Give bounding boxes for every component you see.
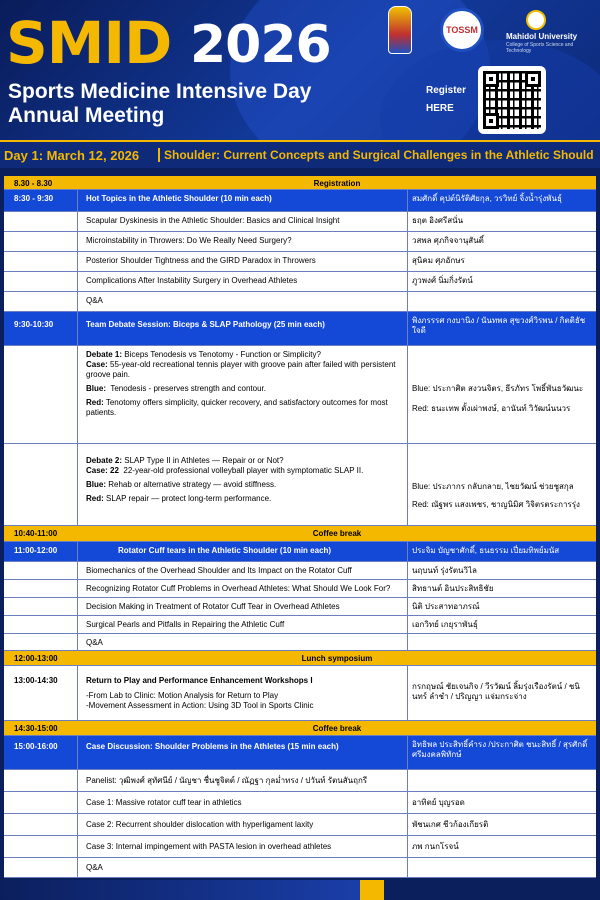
time-cell-empty <box>4 836 78 857</box>
talk-speaker: สุนิคม ศุภอักษร <box>412 256 465 265</box>
qa-row <box>4 858 596 878</box>
footer-decoration <box>0 880 600 900</box>
time-cell-empty <box>4 770 78 791</box>
debate-blue <box>86 480 401 490</box>
panelist-text: Panelist: วุฒิพงศ์ สุทัศนีย์ / นัญชา ชื่นชูจิตต์ / ณัฏฐา กุลม่ำทรง / ปวันท์ รัตนสันฤกรี <box>78 770 408 791</box>
qr-corner-icon <box>483 71 499 87</box>
time-cell-empty <box>4 212 78 231</box>
register-line-2: HERE <box>426 103 454 114</box>
register-line-1: Register <box>426 85 467 96</box>
speaker-cell-empty <box>408 292 596 311</box>
register-label <box>426 82 466 118</box>
debate-red <box>86 398 401 418</box>
workshop-item: -Movement Assessment in Action: Using 3D Tool in Sports Clinic <box>86 701 314 710</box>
debate-red <box>86 494 401 504</box>
day-theme: Shoulder: Current Concepts and Surgical Challenges in the Athletic Should <box>158 148 594 162</box>
workshop-row <box>4 666 596 721</box>
time-cell: 13:00-14:30 <box>4 666 78 720</box>
schedule-row-lunch <box>4 651 596 666</box>
case-text: 55-year-old recreational tennis player with groove pain after failed with persistent groove pain. <box>86 360 396 379</box>
schedule-row-break <box>4 526 596 542</box>
talk-row <box>4 232 596 252</box>
qa-label: Q&A <box>78 858 408 877</box>
talk-speaker: สิทธานต์ อินประสิทธิชัย <box>412 584 494 593</box>
debate-label: Debate 2: <box>86 456 123 465</box>
university-subtitle: College of Sports Science and Technology <box>506 42 574 54</box>
talk-row <box>4 272 596 292</box>
debate-question-text: Biceps Tenodesis vs Tenotomy - Function or Simplicity? <box>124 350 321 359</box>
debate-row <box>4 346 596 444</box>
debate-question-text: SLAP Type II in Athletes — Repair or or Not? <box>124 456 284 465</box>
talk-speaker: นฤบนท์ รุ่งรัตนวิไล <box>412 566 477 575</box>
time-cell-empty <box>4 292 78 311</box>
debate-case <box>86 466 401 476</box>
session-header-row <box>4 312 596 346</box>
case-row <box>4 836 596 858</box>
debate-1-content <box>78 346 408 443</box>
time-cell: 9:30-10:30 <box>4 312 78 345</box>
case-text: 22-year-old professional volleyball player with symptomatic SLAP II. <box>123 466 364 475</box>
session-label: Lunch symposium <box>301 654 373 663</box>
session-label: Coffee break <box>312 724 362 733</box>
debate-label: Debate 1: <box>86 350 123 359</box>
time-cell: 8.30 - 8.30 <box>14 179 53 188</box>
subtitle-line-2: Annual Meeting <box>8 104 165 127</box>
case-label: Case: <box>86 360 108 369</box>
society-logo-icon <box>440 8 484 52</box>
session-chairs: อิทธิพล ประสิทธิ์คำรง /ประกาศิต ชนะสิทธิ์ / สุรศักดิ์ ศรีมงคลพิทักษ์ <box>412 740 588 759</box>
case-title: Case 2: Recurrent shoulder dislocation with hyperligament laxity <box>78 814 408 835</box>
time-cell-empty <box>4 616 78 633</box>
talk-title: Microinstability in Throwers: Do We Really Need Surgery? <box>78 232 408 251</box>
session-chairs: พิงภรรรศ กงบานิง / นันทพล สุขวงศ์วิรพน / กิตติธัช ใจดี <box>412 316 586 335</box>
society-logo-text: TOSSM <box>446 25 478 35</box>
schedule-row-registration <box>4 176 596 190</box>
case-speaker: พัชนเกศ ชีวก้องเกียรติ <box>412 820 489 829</box>
qa-label: Q&A <box>78 292 408 311</box>
blue-text: Rehab or alternative strategy — avoid stiffness. <box>108 480 277 489</box>
schedule-table <box>4 176 596 878</box>
talk-title: Surgical Pearls and Pitfalls in Repairing the Athletic Cuff <box>78 616 408 633</box>
red-label: Red: <box>86 398 104 407</box>
session-label: Registration <box>313 179 361 188</box>
time-cell: 12:00-13:00 <box>14 654 58 663</box>
time-cell: 14:30-15:00 <box>14 724 58 733</box>
session-header-row <box>4 736 596 770</box>
speaker-cell-empty <box>408 858 596 877</box>
time-cell-empty <box>4 792 78 813</box>
talk-row <box>4 212 596 232</box>
session-title: Hot Topics in the Athletic Shoulder (10 min each) <box>78 190 408 211</box>
time-cell: 10:40-11:00 <box>14 529 58 538</box>
time-cell-empty <box>4 858 78 877</box>
time-cell: 11:00-12:00 <box>4 542 78 561</box>
qa-label: Q&A <box>78 634 408 650</box>
session-header-row <box>4 542 596 562</box>
event-year: 2026 <box>190 15 331 75</box>
case-title: Case 3: Internal impingement with PASTA lesion in overhead athletes <box>78 836 408 857</box>
time-cell-empty <box>4 444 78 525</box>
talk-title: Scapular Dyskinesis in the Athletic Shoulder: Basics and Clinical Insight <box>78 212 408 231</box>
red-team: Red: ณัฐพร แสงเพชร, ชาญนิมิศ วิจิตรตระการรุ่ง <box>412 500 580 509</box>
talk-row <box>4 580 596 598</box>
time-cell-empty <box>4 598 78 615</box>
blue-label: Blue: <box>86 384 106 393</box>
talk-row <box>4 616 596 634</box>
event-subtitle <box>8 80 311 128</box>
session-header-row <box>4 190 596 212</box>
blue-team: Blue: ประภากร กลับกลาย, ไชยวัฒน์ ช่วยชูสกุล <box>412 482 574 491</box>
qr-corner-icon <box>525 71 541 87</box>
case-label: Case: 22 <box>86 466 119 475</box>
talk-title: Recognizing Rotator Cuff Problems in Overhead Athletes: What Should We Look For? <box>78 580 408 597</box>
workshop-speakers: กรกฤษณ์ ชัยเจนกิจ / วีรวัฒน์ ลิ้มรุ่งเรืองรัตน์ / ชนินทร์ ลำชำ / ปริญญา แจ่มกระจ่าง <box>412 682 580 701</box>
time-cell-empty <box>4 562 78 579</box>
qr-corner-icon <box>483 113 499 129</box>
debate-row <box>4 444 596 526</box>
workshop-content <box>78 666 408 720</box>
session-chairs: สมศักดิ์ คุปต์นิรัติศัยกุล, วรวิทย์ จิ้งน้ำรุ่งพันธุ์ <box>412 194 562 203</box>
time-cell-empty <box>4 346 78 443</box>
red-text: Tenotomy offers simplicity, quicker recovery, and satisfactory outcomes for most patients. <box>86 398 388 417</box>
session-label: Coffee break <box>312 529 362 538</box>
case-title: Case 1: Massive rotator cuff tear in athletics <box>78 792 408 813</box>
case-speaker: ภพ กนกโรจน์ <box>412 842 459 851</box>
debate-blue <box>86 384 401 394</box>
workshop-title: Return to Play and Performance Enhancement Workshops I <box>86 676 313 685</box>
time-cell: 15:00-16:00 <box>4 736 78 769</box>
qr-pattern <box>483 71 541 129</box>
time-cell-empty <box>4 634 78 650</box>
talk-row <box>4 598 596 616</box>
talk-title: Complications After Instability Surgery in Overhead Athletes <box>78 272 408 291</box>
register-qr-code[interactable] <box>478 66 546 134</box>
session-title: Case Discussion: Shoulder Problems in the Athletes (15 min each) <box>78 736 408 769</box>
time-cell-empty <box>4 814 78 835</box>
case-row <box>4 792 596 814</box>
time-cell-empty <box>4 252 78 271</box>
event-acronym: SMID <box>6 9 172 77</box>
time-cell-empty <box>4 272 78 291</box>
blue-team: Blue: ประกาศิต สงวนจิตร, ธีรภัทร โพธิ์พันธวัฒนะ <box>412 384 584 393</box>
time-cell: 8:30 - 9:30 <box>4 190 78 211</box>
talk-speaker: นิติ ประสาทอาภรณ์ <box>412 602 480 611</box>
time-cell-empty <box>4 232 78 251</box>
talk-speaker: วสพล ศุภกิจจานุสันติ์ <box>412 236 484 245</box>
debate-1-teams <box>408 346 596 443</box>
day-label: Day 1: March 12, 2026 <box>4 148 140 163</box>
speaker-cell-empty <box>408 634 596 650</box>
header-banner <box>0 0 600 140</box>
case-row <box>4 814 596 836</box>
university-name: Mahidol University <box>506 32 578 41</box>
workshop-item: -From Lab to Clinic: Motion Analysis for Return to Play <box>86 691 279 700</box>
speaker-cell-empty <box>408 770 596 791</box>
talk-speaker: เอกวิทย์ เกยุราพันธุ์ <box>412 620 478 629</box>
talk-row <box>4 252 596 272</box>
schedule-row-break <box>4 721 596 736</box>
talk-speaker: ธฤต อิงศรีสนั่น <box>412 216 464 225</box>
session-title: Team Debate Session: Biceps & SLAP Pathology (25 min each) <box>78 312 408 345</box>
talk-title: Biomechanics of the Overhead Shoulder and Its Impact on the Rotator Cuff <box>78 562 408 579</box>
debate-2-teams <box>408 444 596 525</box>
panelist-row <box>4 770 596 792</box>
talk-title: Decision Making in Treatment of Rotator Cuff Tear in Overhead Athletes <box>78 598 408 615</box>
university-logo-icon <box>526 10 546 30</box>
red-team: Red: ธนะเทพ ตั้งเผ่าพงษ์, อานันท์ วิวัฒน์นนวร <box>412 404 571 413</box>
case-speaker: อาทิตย์ บุญรอด <box>412 798 465 807</box>
blue-label: Blue: <box>86 480 106 489</box>
day-bar <box>0 140 600 168</box>
qa-row <box>4 634 596 651</box>
talk-row <box>4 562 596 580</box>
talk-title: Posterior Shoulder Tightness and the GIRD Paradox in Throwers <box>78 252 408 271</box>
time-cell-empty <box>4 580 78 597</box>
debate-2-content <box>78 444 408 525</box>
crest-logo-icon <box>388 6 412 54</box>
debate-question <box>86 456 401 466</box>
session-title: Rotator Cuff tears in the Athletic Shoulder (10 min each) <box>78 542 408 561</box>
red-label: Red: <box>86 494 104 503</box>
subtitle-line-1: Sports Medicine Intensive Day <box>8 80 312 103</box>
red-text: SLAP repair — protect long-term performance. <box>106 494 272 503</box>
blue-text: Tenodesis - preserves strength and contour. <box>110 384 266 393</box>
session-chairs: ประจิม บัญชาศักดิ์, ธนธรรม เปี่ยมทิพย์มนัส <box>412 546 560 555</box>
qa-row <box>4 292 596 312</box>
debate-case <box>86 360 401 380</box>
debate-question <box>86 350 401 360</box>
talk-speaker: ภูวพงศ์ นิ่มกิ่งรัตน์ <box>412 276 473 285</box>
